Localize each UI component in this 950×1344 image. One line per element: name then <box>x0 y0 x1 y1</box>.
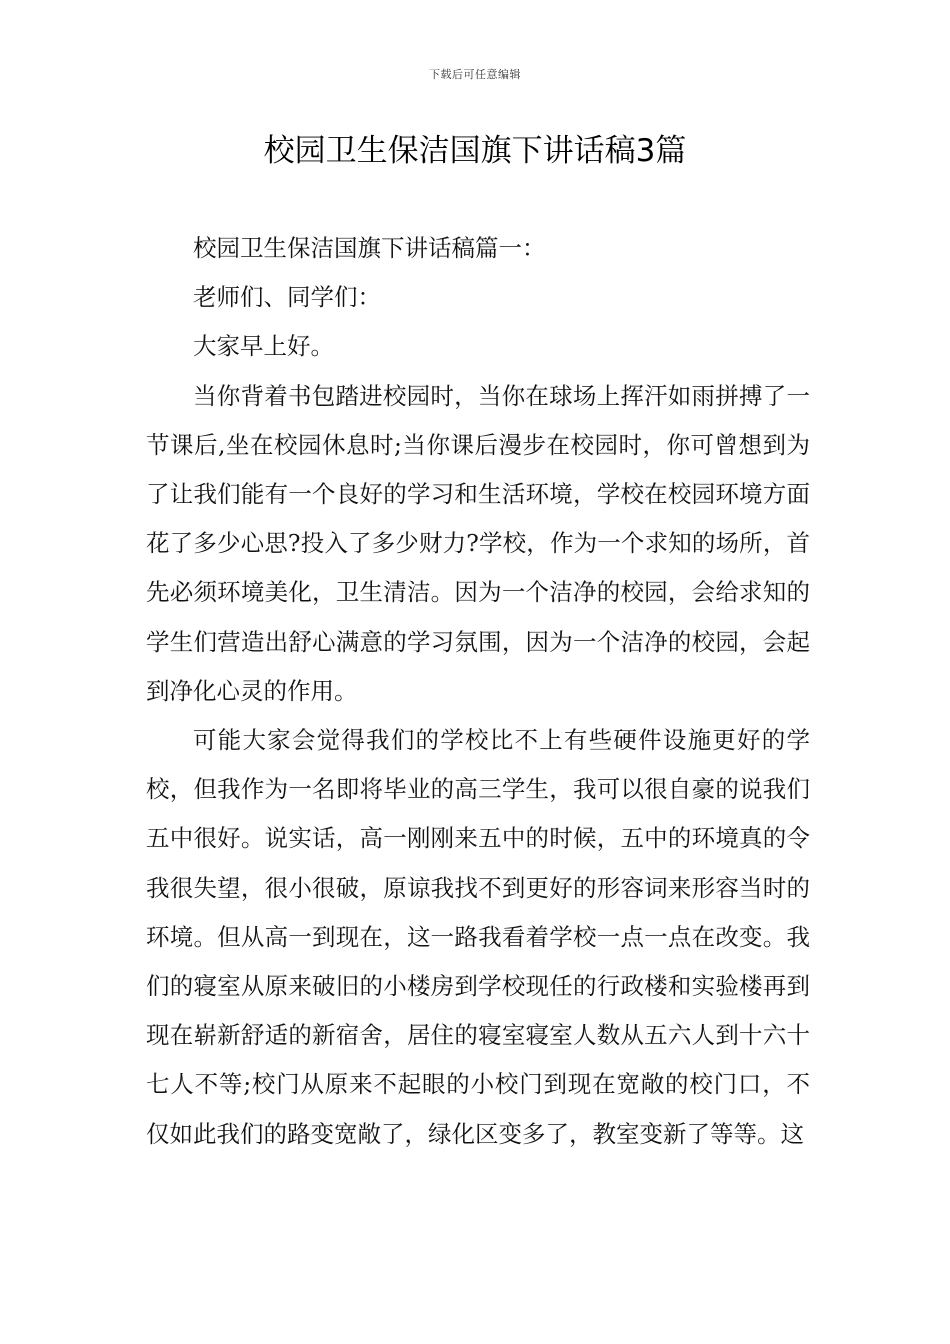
document-title: 校园卫生保洁国旗下讲话稿3篇 <box>263 133 687 169</box>
header-note: 下载后可任意编辑 <box>429 68 521 81</box>
body-paragraph: 当你背着书包踏进校园时，当你在球场上挥汗如雨拼搏了一节课后,坐在校园休息时;当你课后漫步在校园时，你可曾想到为了让我们能有一个良好的学习和生活环境，学校在校园环境方面花了多少心思?投入了多少财力?学校，作为一个求知的场所，首先必须环境美化，卫生清洁。因为一个洁净的校园，会给求知的学生们营造出舒心满意的学习氛围，因为一个洁净的校园，会起到净化心灵的作用。 <box>146 381 810 705</box>
document-body <box>146 224 810 1159</box>
salutation: 老师们、同学们： <box>193 283 381 312</box>
greeting: 大家早上好。 <box>193 332 334 361</box>
section-heading: 校园卫生保洁国旗下讲话稿篇一： <box>193 234 546 262</box>
body-paragraph: 可能大家会觉得我们的学校比不上有些硬件设施更好的学校，但我作为一名即将毕业的高三学生，我可以很自豪的说我们五中很好。说实话，高一刚刚来五中的时候，五中的环境真的令我很失望，很小很破，原谅我找不到更好的形容词来形容当时的环境。但从高一到现在，这一路我看着学校一点一点在改变。我们的寝室从原来破旧的小楼房到学校现任的行政楼和实验楼再到现在崭新舒适的新宿舍，居住的寝室寝室人数从五六人到十六十七人不等;校门从原来不起眼的小校门到现在宽敞的校门口，不仅如此我们的路变宽敞了，绿化区变多了，教室变新了等等。这 <box>146 726 810 1148</box>
